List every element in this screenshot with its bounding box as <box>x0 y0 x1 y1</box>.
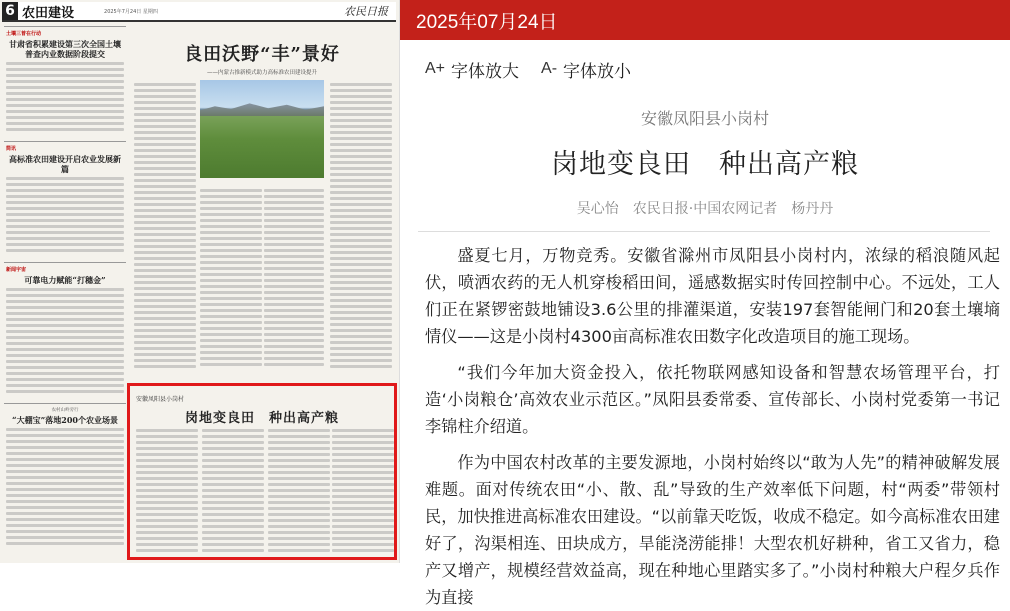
article-title: 岗地变良田 种出高产粮 <box>551 149 859 180</box>
masthead-meta: 2025年7月24日 星期四 <box>104 8 158 15</box>
news-block[interactable] <box>4 141 126 258</box>
article-paragraph: “我们今年加大资金投入，依托物联网感知设备和智慧农场管理平台，打造‘小岗粮仓’高效农业示范区。”凤阳县委常委、宣传部长、小岗村党委第一书记李锦柱介绍道。 <box>425 363 1000 436</box>
left-news-column <box>4 26 126 560</box>
text-column <box>264 186 324 371</box>
main-subtitle: ——内蒙古推新模式助力高标准农田建设提升 <box>206 70 317 76</box>
news-headline: 高标准农田建设开启农业发展新篇 <box>9 154 121 174</box>
font-smaller-label: 字体放小 <box>563 61 632 82</box>
font-size-controls <box>425 58 1010 80</box>
text-column <box>202 426 264 556</box>
font-larger-icon: A+ <box>425 60 446 77</box>
text-column <box>268 426 330 556</box>
news-headline: 可靠电力赋能“打穗金” <box>24 275 106 285</box>
font-larger-label: 字体放大 <box>451 61 520 82</box>
selected-article-frame[interactable] <box>127 383 397 560</box>
news-tag: 新闻宇宙 <box>6 267 27 273</box>
news-tag: 土壤三普在行动 <box>6 31 42 37</box>
news-tag: 简讯 <box>6 146 17 152</box>
selected-article-title: 岗地变良田 种出高产粮 <box>184 411 339 426</box>
text-column <box>330 80 392 370</box>
font-smaller-icon: A- <box>541 60 558 77</box>
selected-article-kicker: 安徽凤阳县小岗村 <box>136 396 185 403</box>
news-block[interactable] <box>4 403 126 551</box>
font-larger-button[interactable] <box>425 57 519 82</box>
article-paragraph: 作为中国农村改革的主要发源地，小岗村始终以“敢为人先”的精神破解发展难题。面对传统农田“小、散、乱”导致的生产效率低下问题，村“两委”带领村民，加快推进高标准农田建设。“以前靠天吃饭，收成不稳定。如今高标准农田建好了，沟渠相连、田块成方，旱能浇涝能排！大型农机好耕种，省工又省力，稳产又增产，规模经营效益高，现在种地心里踏实多了。”小岗村种粮大户程夕兵作为直接 <box>425 453 1000 607</box>
article-kicker: 安徽凤阳县小岗村 <box>640 109 769 128</box>
main-article[interactable] <box>130 26 394 376</box>
article-byline: 吴心怡 农民日报·中国农网记者 杨丹丹 <box>576 201 834 217</box>
page-number: 6 <box>2 2 18 20</box>
date-bar <box>400 0 1010 40</box>
section-name: 农田建设 <box>22 5 75 21</box>
issue-date: 2025年07月24日 <box>416 11 558 33</box>
farmland-photo <box>200 80 324 178</box>
text-column <box>136 426 198 556</box>
news-sub: 农村山岭旁行 <box>51 408 79 413</box>
main-headline: 良田沃野“丰”景好 <box>184 44 340 65</box>
newspaper-masthead <box>2 2 396 22</box>
news-headline: “大棚宝”落地200个农业场景 <box>12 415 118 425</box>
newspaper-logo: 农民日报 <box>344 5 388 18</box>
text-column <box>134 80 196 370</box>
article-paragraph: 盛夏七月，万物竞秀。安徽省滁州市凤阳县小岗村内，浓绿的稻浪随风起伏，喷洒农药的无人机穿梭稻田间，遥感数据实时传回控制中心。不远处，工人们正在紧锣密鼓地铺设3.6公里的排灌渠道，安装197套智能闸门和20套土壤墒情仪——这是小岗村4300亩高标准农田数字化改造项目的施工现场。 <box>425 246 1000 346</box>
news-block[interactable] <box>4 262 126 399</box>
news-block[interactable] <box>4 26 126 137</box>
article-body <box>400 232 1010 611</box>
font-smaller-button[interactable] <box>541 57 631 82</box>
news-headline: 甘肃省积累建设第三次全国土壤普查内业数据阶段提交 <box>9 39 121 59</box>
text-column <box>332 426 394 556</box>
newspaper-page[interactable] <box>0 0 400 563</box>
text-column <box>200 186 262 371</box>
article-reader[interactable] <box>400 0 1010 607</box>
